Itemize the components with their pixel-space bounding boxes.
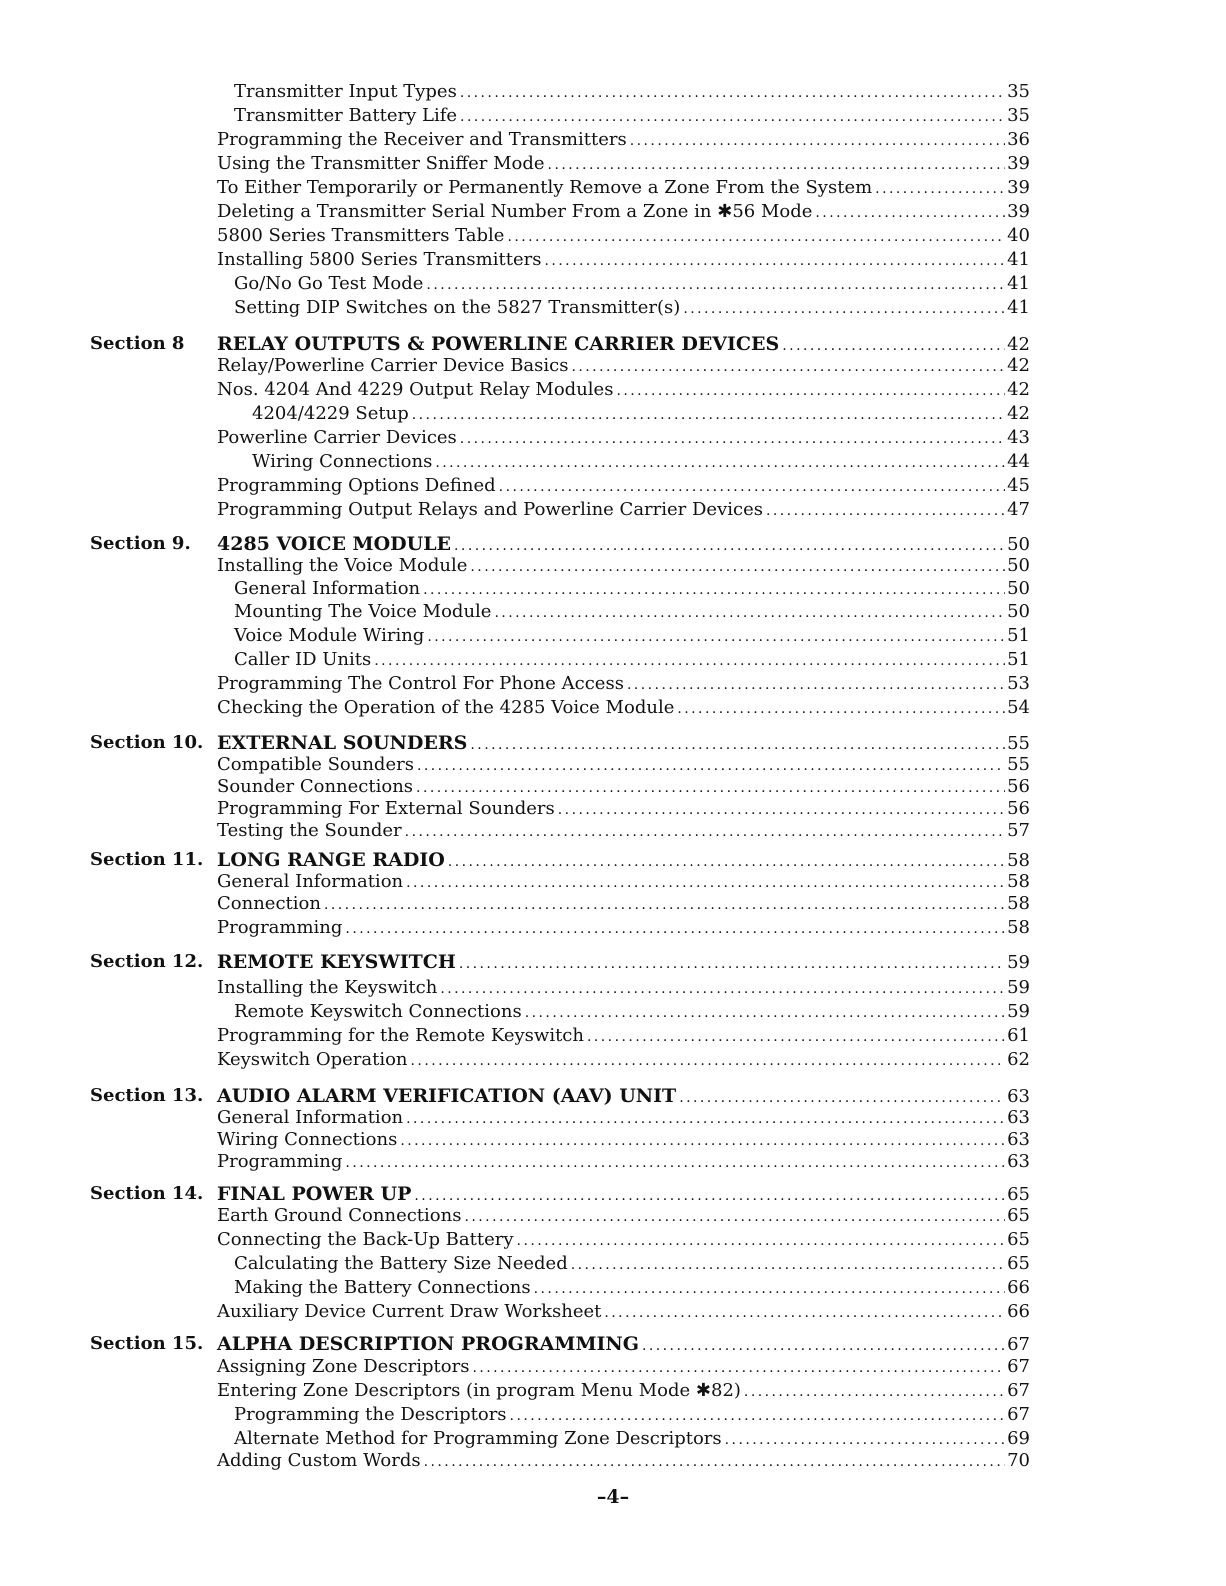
toc-page-number: 36 [1007,129,1030,150]
toc-entry-title: General Information [234,578,421,599]
toc-entry [0,354,1226,378]
toc-entry-title: Voice Module Wiring [234,625,425,646]
toc-entry-title: Programming the Receiver and Transmitters [217,129,627,150]
toc-page-number: 62 [1007,1049,1030,1070]
toc-entry [0,1449,1226,1473]
toc-page-number: 39 [1007,201,1030,222]
toc-entry-title: Connecting the Back-Up Battery [217,1229,514,1250]
toc-page-number: 44 [1007,451,1030,472]
toc-entry [0,1276,1226,1300]
dot-leader [424,1450,1006,1474]
toc-section-heading [0,731,1226,755]
toc-entry [0,104,1226,128]
dot-leader [587,1025,1005,1049]
toc-page-number: 41 [1007,249,1030,270]
dot-leader [460,105,1005,129]
dot-leader [630,129,1005,153]
toc-entry-line [217,426,1030,450]
toc-section-heading [0,1182,1226,1206]
toc-entry [0,1228,1226,1252]
toc-section-heading [0,848,1226,872]
toc-page-number: 50 [1007,534,1030,555]
toc-entry [0,128,1226,152]
toc-page-number: 56 [1007,798,1030,819]
toc-entry [0,1000,1226,1024]
toc-entry-line [217,378,1030,402]
toc-entry-title: RELAY OUTPUTS & POWERLINE CARRIER DEVICES [217,333,780,355]
dot-leader [472,1356,1005,1380]
toc-entry [0,916,1226,940]
toc-entry-line [217,696,1030,720]
dot-leader [875,177,1005,201]
toc-page-number: 61 [1007,1025,1030,1046]
toc-page-number: 66 [1007,1277,1030,1298]
toc-entry-title: REMOTE KEYSWITCH [217,951,456,973]
toc-entry [0,648,1226,672]
toc-entry-line [217,554,1030,578]
toc-entry [0,176,1226,200]
toc-entry-title: Making the Battery Connections [234,1277,531,1298]
dot-leader [405,820,1005,844]
toc-page-number: 65 [1007,1229,1030,1250]
toc-entry-line [217,498,1030,522]
toc-entry-line [217,332,1030,356]
dot-leader [459,952,1005,976]
toc-entry [0,272,1226,296]
toc-entry [0,296,1226,320]
dot-leader [525,1001,1005,1025]
dot-leader [571,1253,1005,1277]
toc-page-number: 67 [1007,1380,1030,1401]
toc-entry-line [217,1182,1030,1206]
toc-entry-title: 5800 Series Transmitters Table [217,225,505,246]
toc-entry [0,775,1226,799]
toc-entry-title: Wiring Connections [217,1129,398,1150]
toc-entry-title: Calculating the Battery Size Needed [234,1253,568,1274]
toc-page-number: 39 [1007,153,1030,174]
dot-leader [507,225,1005,249]
toc-entry-line [234,296,1030,320]
dot-leader [464,1205,1005,1229]
toc-entry-title: Entering Zone Descriptors (in program Menu Mode ✱82) [217,1380,741,1401]
toc-entry-title: Programming for the Remote Keyswitch [217,1025,584,1046]
toc-entry-title: FINAL POWER UP [217,1183,412,1205]
toc-entry-title: Checking the Operation of the 4285 Voice Module [217,697,675,718]
toc-entry [0,498,1226,522]
toc-page-number: 56 [1007,776,1030,797]
toc-page-number: 65 [1007,1205,1030,1226]
toc-entry [0,1106,1226,1130]
toc-page-number: 51 [1007,625,1030,646]
toc-entry-title: Caller ID Units [234,649,372,670]
toc-page-number: 53 [1007,673,1030,694]
toc-entry-line [217,176,1030,200]
toc-entry-title: Alternate Method for Programming Zone Descriptors [234,1428,722,1449]
toc-entry-line [217,1332,1030,1356]
toc-entry [0,1048,1226,1072]
toc-entry [0,600,1226,624]
toc-page-number: 69 [1007,1428,1030,1449]
toc-entry-title: Adding Custom Words [217,1450,421,1471]
section-label: Section 12. [90,951,204,972]
toc-entry-title: Programming the Descriptors [234,1404,507,1425]
toc-entry-line [217,248,1030,272]
toc-entry-title: 4285 VOICE MODULE [217,533,452,555]
dot-leader [460,427,1005,451]
toc-entry-line [234,272,1030,296]
toc-entry-line [217,819,1030,843]
toc-page-number: 42 [1007,355,1030,376]
toc-entry-title: Installing 5800 Series Transmitters [217,249,542,270]
dot-leader [345,1151,1005,1175]
toc-entry-line [234,104,1030,128]
toc-entry-title: Go/No Go Test Mode [234,273,424,294]
toc-page-number: 63 [1007,1151,1030,1172]
toc-entry [0,80,1226,104]
toc-entry [0,378,1226,402]
section-label: Section 15. [90,1333,204,1354]
toc-section-heading [0,1332,1226,1356]
toc-entry-line [217,1048,1030,1072]
toc-page-number: 57 [1007,820,1030,841]
toc-page-number: 41 [1007,297,1030,318]
toc-section-heading [0,332,1226,356]
toc-entry-title: Relay/Powerline Carrier Device Basics [217,355,569,376]
toc-entry [0,870,1226,894]
dot-leader [345,917,1005,941]
dot-leader [423,578,1005,602]
toc-entry-title: Programming [217,1151,343,1172]
toc-entry [0,474,1226,498]
toc-entry-line [217,200,1030,224]
toc-entry-line [217,976,1030,1000]
toc-page-number: 55 [1007,754,1030,775]
toc-page-number: 67 [1007,1334,1030,1355]
toc-entry-line [217,1106,1030,1130]
dot-leader [627,673,1005,697]
toc-page-number: 54 [1007,697,1030,718]
toc-entry [0,797,1226,821]
toc-page-number: 55 [1007,733,1030,754]
section-label: Section 14. [90,1183,204,1204]
toc-entry-title: Transmitter Battery Life [234,105,458,126]
toc-page-number: 66 [1007,1301,1030,1322]
dot-leader [412,403,1005,427]
toc-entry-title: Auxiliary Device Current Draw Worksheet [217,1301,602,1322]
dot-leader [426,273,1005,297]
toc-entry-line [217,1204,1030,1228]
dot-leader [815,201,1005,225]
toc-section-heading [0,532,1226,556]
dot-leader [324,893,1005,917]
toc-page-number: 40 [1007,225,1030,246]
dot-leader [616,379,1005,403]
toc-entry-title: Setting DIP Switches on the 5827 Transmitter(s) [234,297,681,318]
toc-page-number: 58 [1007,871,1030,892]
toc-page-number: 63 [1007,1086,1030,1107]
dot-leader [677,697,1005,721]
toc-entry [0,672,1226,696]
toc-entry-title: Nos. 4204 And 4229 Output Relay Modules [217,379,614,400]
toc-entry-line [234,577,1030,601]
toc-page-number: 63 [1007,1107,1030,1128]
section-label: Section 11. [90,849,204,870]
toc-entry-line [252,450,1030,474]
toc-entry-title: ALPHA DESCRIPTION PROGRAMMING [217,1333,639,1355]
toc-entry-line [217,731,1030,755]
toc-entry [0,1355,1226,1379]
toc-entry-line [234,1000,1030,1024]
toc-page-number: 67 [1007,1404,1030,1425]
dot-leader [683,297,1005,321]
section-label: Section 10. [90,732,204,753]
toc-entry-line [234,1276,1030,1300]
toc-entry-line [234,1427,1030,1451]
toc-entry-line [234,80,1030,104]
toc-entry-line [217,1355,1030,1379]
toc-page-number: 35 [1007,105,1030,126]
toc-entry [0,1403,1226,1427]
toc-entry [0,1427,1226,1451]
toc-entry-line [217,950,1030,974]
toc-entry-title: LONG RANGE RADIO [217,849,445,871]
dot-leader [435,451,1005,475]
toc-page-number: 59 [1007,977,1030,998]
dot-leader [470,555,1005,579]
toc-entry-title: General Information [217,871,404,892]
toc-entry-title: Installing the Voice Module [217,555,468,576]
toc-entry [0,426,1226,450]
toc-entry-line [217,1128,1030,1152]
dot-leader [604,1301,1005,1325]
dot-leader [571,355,1005,379]
toc-page-number: 45 [1007,475,1030,496]
toc-entry-line [217,532,1030,556]
toc-entry-line [217,775,1030,799]
toc-entry [0,892,1226,916]
toc-entry-line [217,1449,1030,1473]
toc-entry-title: Keyswitch Operation [217,1049,408,1070]
dot-leader [411,1049,1006,1073]
dot-leader [499,475,1005,499]
toc-entry-title: To Either Temporarily or Permanently Remove a Zone From the System [217,177,873,198]
toc-entry [0,1300,1226,1324]
toc-entry-line [234,648,1030,672]
toc-entry-line [217,753,1030,777]
toc-entry-line [217,892,1030,916]
toc-entry-title: Programming Options Defined [217,475,496,496]
section-label: Section 9. [90,533,191,554]
toc-page-number: 42 [1007,403,1030,424]
toc-entry-line [217,1084,1030,1108]
toc-entry [0,1379,1226,1403]
toc-entry-line [217,797,1030,821]
toc-entry-line [234,600,1030,624]
toc-page-number: 65 [1007,1184,1030,1205]
toc-entry-line [234,1403,1030,1427]
toc-entry-line [234,1252,1030,1276]
toc-entry [0,753,1226,777]
dot-leader [494,601,1005,625]
toc-page-number: 41 [1007,273,1030,294]
toc-entry-title: AUDIO ALARM VERIFICATION (AAV) UNIT [217,1085,677,1107]
toc-entry-line [217,1150,1030,1174]
toc-entry-title: Testing the Sounder [217,820,402,841]
toc-page-number: 51 [1007,649,1030,670]
toc-entry-line [217,848,1030,872]
toc-page-number: 65 [1007,1253,1030,1274]
page-number: –4– [596,1486,630,1508]
dot-leader [374,649,1005,673]
section-label: Section 13. [90,1085,204,1106]
section-label: Section 8 [90,333,185,354]
toc-entry-line [217,224,1030,248]
toc-entry-title: General Information [217,1107,404,1128]
toc-entry-line [217,1300,1030,1324]
toc-page-number: 47 [1007,499,1030,520]
toc-entry [0,402,1226,426]
toc-page-number: 50 [1007,578,1030,599]
dot-leader [744,1380,1005,1404]
toc-entry-title: Sounder Connections [217,776,414,797]
toc-entry [0,577,1226,601]
toc-entry [0,450,1226,474]
toc-entry-line [217,474,1030,498]
toc-page-number: 58 [1007,850,1030,871]
toc-page-number: 42 [1007,379,1030,400]
toc-entry-title: Remote Keyswitch Connections [234,1001,522,1022]
toc-entry-line [217,1024,1030,1048]
toc-page-number: 42 [1007,334,1030,355]
toc-entry-title: 4204/4229 Setup [252,403,409,424]
dot-leader [440,977,1005,1001]
dot-leader [548,153,1006,177]
dot-leader [534,1277,1005,1301]
toc-section-heading [0,950,1226,974]
dot-leader [766,499,1005,523]
toc-entry-title: Assigning Zone Descriptors [217,1356,470,1377]
toc-section-heading [0,1084,1226,1108]
toc-entry-line [217,354,1030,378]
toc-entry-title: Installing the Keyswitch [217,977,438,998]
toc-entry-line [252,402,1030,426]
toc-entry [0,1204,1226,1228]
toc-entry-title: EXTERNAL SOUNDERS [217,732,468,754]
toc-entry [0,1150,1226,1174]
toc-entry-title: Using the Transmitter Sniffer Mode [217,153,545,174]
dot-leader [544,249,1005,273]
toc-entry [0,200,1226,224]
dot-leader [427,625,1005,649]
toc-entry-title: Programming The Control For Phone Access [217,673,624,694]
toc-page-number: 58 [1007,893,1030,914]
toc-page-number: 50 [1007,555,1030,576]
toc-entry-line [217,916,1030,940]
toc-entry-title: Transmitter Input Types [234,81,457,102]
toc-entry-title: Programming For External Sounders [217,798,555,819]
toc-page-number: 43 [1007,427,1030,448]
toc-page-number: 70 [1007,1450,1030,1471]
toc-entry [0,1252,1226,1276]
toc-entry-title: Programming Output Relays and Powerline Carrier Devices [217,499,763,520]
dot-leader [517,1229,1006,1253]
toc-page-number: 63 [1007,1129,1030,1150]
toc-entry-line [217,870,1030,894]
toc-entry-line [217,1228,1030,1252]
toc-entry-line [217,128,1030,152]
toc-page-number: 35 [1007,81,1030,102]
toc-entry [0,819,1226,843]
toc-entry [0,554,1226,578]
toc-entry [0,976,1226,1000]
toc-page-number: 58 [1007,917,1030,938]
toc-entry [0,1024,1226,1048]
toc-entry [0,248,1226,272]
toc-entry [0,152,1226,176]
toc-entry [0,624,1226,648]
toc-entry-line [217,672,1030,696]
toc-page-number: 50 [1007,601,1030,622]
toc-page-number: 67 [1007,1356,1030,1377]
toc-entry-line [217,1379,1030,1403]
toc-entry-title: Programming [217,917,343,938]
dot-leader [510,1404,1006,1428]
toc-entry [0,696,1226,720]
toc-entry [0,224,1226,248]
toc-entry-title: Deleting a Transmitter Serial Number From a Zone in ✱56 Mode [217,201,813,222]
toc-entry-title: Connection [217,893,321,914]
toc-entry-title: Earth Ground Connections [217,1205,462,1226]
toc-entry-title: Wiring Connections [252,451,433,472]
dot-leader [460,81,1005,105]
toc-page-number: 39 [1007,177,1030,198]
toc-entry-title: Compatible Sounders [217,754,414,775]
toc-page-number: 59 [1007,1001,1030,1022]
toc-entry-line [234,624,1030,648]
toc-entry-title: Mounting The Voice Module [234,601,492,622]
toc-entry-title: Powerline Carrier Devices [217,427,457,448]
toc-entry [0,1128,1226,1152]
toc-entry-line [217,152,1030,176]
toc-page-number: 59 [1007,952,1030,973]
